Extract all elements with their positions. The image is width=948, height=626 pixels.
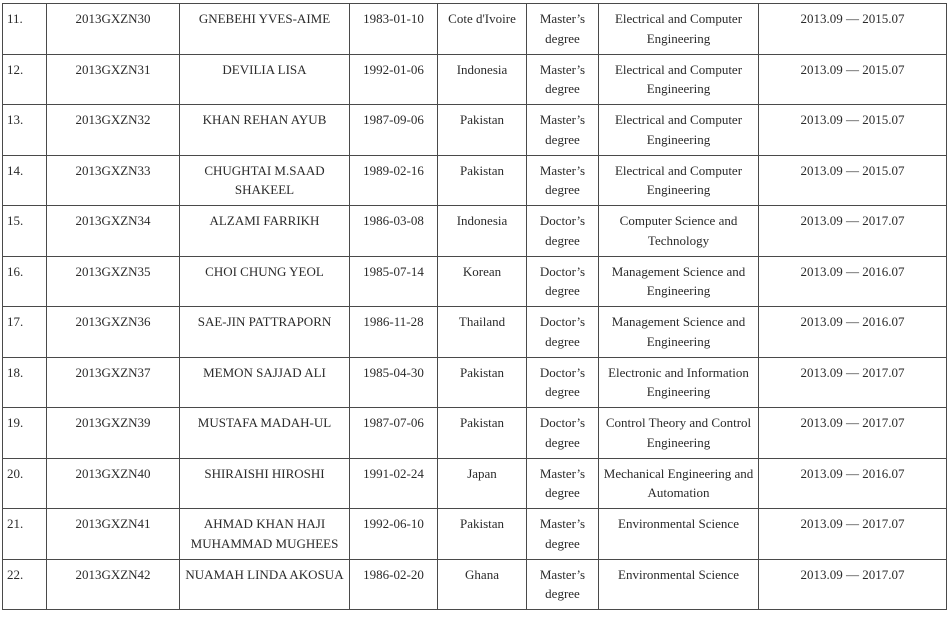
birth-date: 1985-07-14: [350, 256, 438, 307]
student-id: 2013GXZN42: [47, 559, 180, 610]
student-table-body: [3, 4, 947, 610]
birth-date: 1986-03-08: [350, 206, 438, 257]
birth-date: 1992-06-10: [350, 509, 438, 560]
country: Cote d'Ivoire: [438, 4, 527, 55]
degree: Doctor’s degree: [527, 307, 599, 358]
major: Control Theory and Control Engineering: [599, 408, 759, 459]
row-number: 22.: [3, 559, 47, 610]
degree: Doctor’s degree: [527, 206, 599, 257]
student-id: 2013GXZN36: [47, 307, 180, 358]
major: Environmental Science: [599, 559, 759, 610]
student-id: 2013GXZN34: [47, 206, 180, 257]
table-row: [3, 509, 947, 560]
degree: Doctor’s degree: [527, 256, 599, 307]
study-period: 2013.09 — 2016.07: [759, 458, 947, 509]
degree: Master’s degree: [527, 559, 599, 610]
country: Pakistan: [438, 105, 527, 156]
row-number: 17.: [3, 307, 47, 358]
degree: Master’s degree: [527, 4, 599, 55]
study-period: 2013.09 — 2015.07: [759, 105, 947, 156]
student-name: MEMON SAJJAD ALI: [180, 357, 350, 408]
row-number: 11.: [3, 4, 47, 55]
degree: Master’s degree: [527, 509, 599, 560]
student-name: SAE-JIN PATTRAPORN: [180, 307, 350, 358]
student-id: 2013GXZN31: [47, 54, 180, 105]
study-period: 2013.09 — 2016.07: [759, 256, 947, 307]
major: Electronic and Information Engineering: [599, 357, 759, 408]
study-period: 2013.09 — 2016.07: [759, 307, 947, 358]
student-id: 2013GXZN30: [47, 4, 180, 55]
table-row: [3, 105, 947, 156]
major: Electrical and Computer Engineering: [599, 4, 759, 55]
study-period: 2013.09 — 2017.07: [759, 357, 947, 408]
major: Management Science and Engineering: [599, 256, 759, 307]
row-number: 18.: [3, 357, 47, 408]
degree: Doctor’s degree: [527, 357, 599, 408]
birth-date: 1983-01-10: [350, 4, 438, 55]
table-row: [3, 458, 947, 509]
student-name: AHMAD KHAN HAJI MUHAMMAD MUGHEES: [180, 509, 350, 560]
table-row: [3, 4, 947, 55]
birth-date: 1991-02-24: [350, 458, 438, 509]
student-name: GNEBEHI YVES-AIME: [180, 4, 350, 55]
major: Management Science and Engineering: [599, 307, 759, 358]
student-table: [2, 3, 947, 610]
degree: Master’s degree: [527, 54, 599, 105]
row-number: 13.: [3, 105, 47, 156]
student-name: KHAN REHAN AYUB: [180, 105, 350, 156]
country: Indonesia: [438, 54, 527, 105]
degree: Master’s degree: [527, 105, 599, 156]
study-period: 2013.09 — 2017.07: [759, 206, 947, 257]
study-period: 2013.09 — 2017.07: [759, 408, 947, 459]
table-row: [3, 54, 947, 105]
degree: Master’s degree: [527, 458, 599, 509]
country: Thailand: [438, 307, 527, 358]
major: Environmental Science: [599, 509, 759, 560]
major: Electrical and Computer Engineering: [599, 54, 759, 105]
major: Electrical and Computer Engineering: [599, 105, 759, 156]
row-number: 12.: [3, 54, 47, 105]
birth-date: 1987-09-06: [350, 105, 438, 156]
study-period: 2013.09 — 2015.07: [759, 54, 947, 105]
student-id: 2013GXZN32: [47, 105, 180, 156]
country: Japan: [438, 458, 527, 509]
country: Korean: [438, 256, 527, 307]
study-period: 2013.09 — 2015.07: [759, 4, 947, 55]
student-id: 2013GXZN41: [47, 509, 180, 560]
row-number: 16.: [3, 256, 47, 307]
country: Pakistan: [438, 357, 527, 408]
table-row: [3, 155, 947, 206]
birth-date: 1985-04-30: [350, 357, 438, 408]
country: Ghana: [438, 559, 527, 610]
row-number: 20.: [3, 458, 47, 509]
country: Pakistan: [438, 408, 527, 459]
table-row: [3, 307, 947, 358]
student-name: MUSTAFA MADAH-UL: [180, 408, 350, 459]
birth-date: 1986-02-20: [350, 559, 438, 610]
table-row: [3, 559, 947, 610]
table-row: [3, 256, 947, 307]
birth-date: 1992-01-06: [350, 54, 438, 105]
table-row: [3, 357, 947, 408]
student-id: 2013GXZN37: [47, 357, 180, 408]
study-period: 2013.09 — 2015.07: [759, 155, 947, 206]
student-name: SHIRAISHI HIROSHI: [180, 458, 350, 509]
row-number: 15.: [3, 206, 47, 257]
major: Mechanical Engineering and Automation: [599, 458, 759, 509]
student-id: 2013GXZN40: [47, 458, 180, 509]
student-name: NUAMAH LINDA AKOSUA: [180, 559, 350, 610]
major: Electrical and Computer Engineering: [599, 155, 759, 206]
country: Indonesia: [438, 206, 527, 257]
row-number: 14.: [3, 155, 47, 206]
study-period: 2013.09 — 2017.07: [759, 509, 947, 560]
birth-date: 1989-02-16: [350, 155, 438, 206]
study-period: 2013.09 — 2017.07: [759, 559, 947, 610]
country: Pakistan: [438, 509, 527, 560]
student-name: CHUGHTAI M.SAAD SHAKEEL: [180, 155, 350, 206]
row-number: 19.: [3, 408, 47, 459]
student-id: 2013GXZN33: [47, 155, 180, 206]
student-name: DEVILIA LISA: [180, 54, 350, 105]
row-number: 21.: [3, 509, 47, 560]
student-id: 2013GXZN35: [47, 256, 180, 307]
student-id: 2013GXZN39: [47, 408, 180, 459]
country: Pakistan: [438, 155, 527, 206]
student-name: ALZAMI FARRIKH: [180, 206, 350, 257]
table-row: [3, 206, 947, 257]
table-row: [3, 408, 947, 459]
student-name: CHOI CHUNG YEOL: [180, 256, 350, 307]
birth-date: 1986-11-28: [350, 307, 438, 358]
degree: Doctor’s degree: [527, 408, 599, 459]
birth-date: 1987-07-06: [350, 408, 438, 459]
major: Computer Science and Technology: [599, 206, 759, 257]
degree: Master’s degree: [527, 155, 599, 206]
